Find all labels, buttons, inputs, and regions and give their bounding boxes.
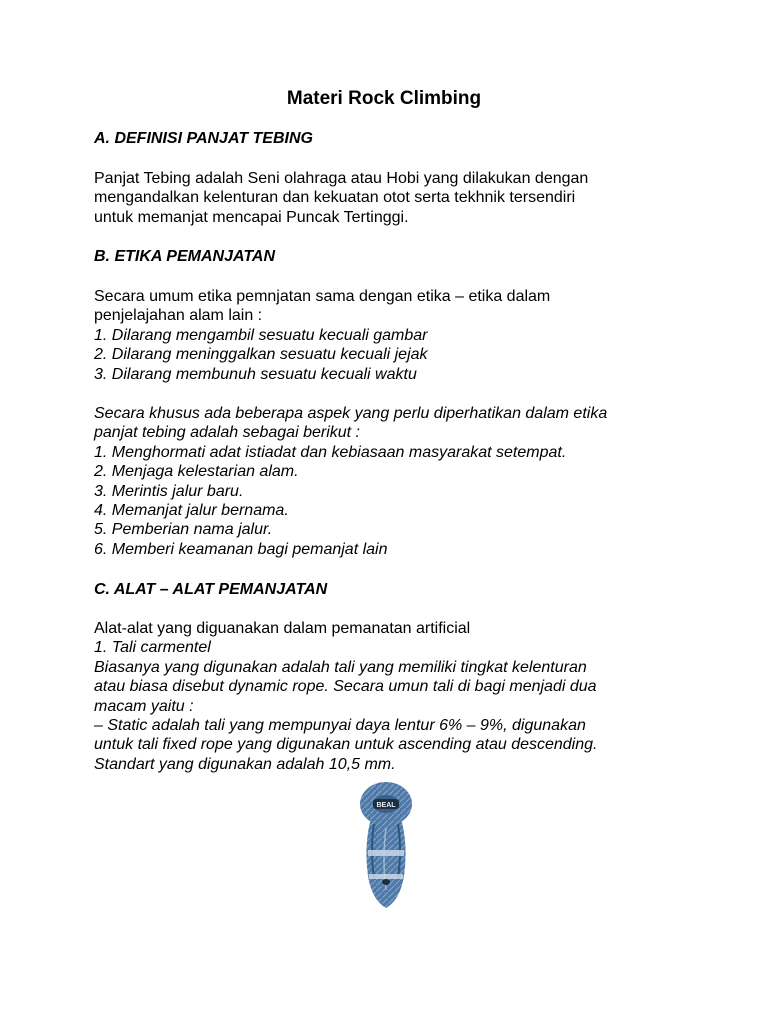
tool-item-line: Biasanya yang digunakan adalah tali yang memiliki tingkat kelenturan: [94, 658, 587, 676]
rope-coil-icon: [352, 778, 420, 914]
general-rule-item: 3. Dilarang membunuh sesuatu kecuali waktu: [94, 365, 417, 383]
section-b-specific: [94, 404, 607, 559]
section-b-intro: [94, 287, 550, 384]
general-rule-item: 2. Dilarang meninggalkan sesuatu kecuali jejak: [94, 346, 428, 364]
rope-coil-image: [352, 778, 420, 914]
specific-intro-line: Secara khusus ada beberapa aspek yang perlu diperhatikan dalam etika: [94, 405, 608, 422]
specific-rule-item: 3. Merintis jalur baru.: [94, 482, 244, 500]
section-a-line: mengandalkan kelenturan dan kekuatan otot serta tekhnik tersendiri: [94, 189, 576, 207]
section-b-intro-line: Secara umum etika pemnjatan sama dengan etika – etika dalam: [94, 288, 551, 305]
specific-intro-line: panjat tebing adalah sebagai berikut :: [94, 424, 360, 442]
specific-rule-item: 5. Pemberian nama jalur.: [94, 521, 273, 539]
specific-rule-item: 2. Menjaga kelestarian alam.: [94, 463, 299, 481]
section-a-line: untuk memanjat mencapai Puncak Tertinggi.: [94, 208, 409, 226]
section-b-heading: B. ETIKA PEMANJATAN: [94, 248, 276, 265]
tool-item-title: 1. Tali carmentel: [94, 639, 211, 657]
specific-rule-item: 6. Memberi keamanan bagi pemanjat lain: [94, 540, 388, 558]
section-a-body: [94, 169, 588, 227]
general-rule-item: 1. Dilarang mengambil sesuatu kecuali gambar: [94, 326, 428, 344]
rope-logo-text: BEAL: [376, 802, 396, 809]
section-b-intro-line: penjelajahan alam lain :: [94, 307, 263, 325]
section-a-heading: A. DEFINISI PANJAT TEBING: [94, 130, 313, 147]
tool-item-line: untuk tali fixed rope yang digunakan untuk ascending atau descending.: [94, 736, 598, 754]
tool-item-line: – Static adalah tali yang mempunyai daya lentur 6% – 9%, digunakan: [94, 717, 586, 735]
specific-rule-item: 1. Menghormati adat istiadat dan kebiasaan masyarakat setempat.: [94, 443, 567, 461]
tool-item-line: macam yaitu :: [94, 697, 194, 715]
page-title: Materi Rock Climbing: [286, 88, 482, 109]
tool-item-line: atau biasa disebut dynamic rope. Secara umun tali di bagi menjadi dua: [94, 678, 597, 696]
section-c-body: [94, 619, 597, 774]
section-c-intro: Alat-alat yang diguanakan dalam pemanatan artificial: [94, 620, 471, 637]
section-c-heading: C. ALAT – ALAT PEMANJATAN: [94, 581, 328, 598]
tool-item-line: Standart yang digunakan adalah 10,5 mm.: [94, 755, 396, 773]
section-a-line: Panjat Tebing adalah Seni olahraga atau Hobi yang dilakukan dengan: [94, 170, 589, 187]
specific-rule-item: 4. Memanjat jalur bernama.: [94, 502, 289, 520]
